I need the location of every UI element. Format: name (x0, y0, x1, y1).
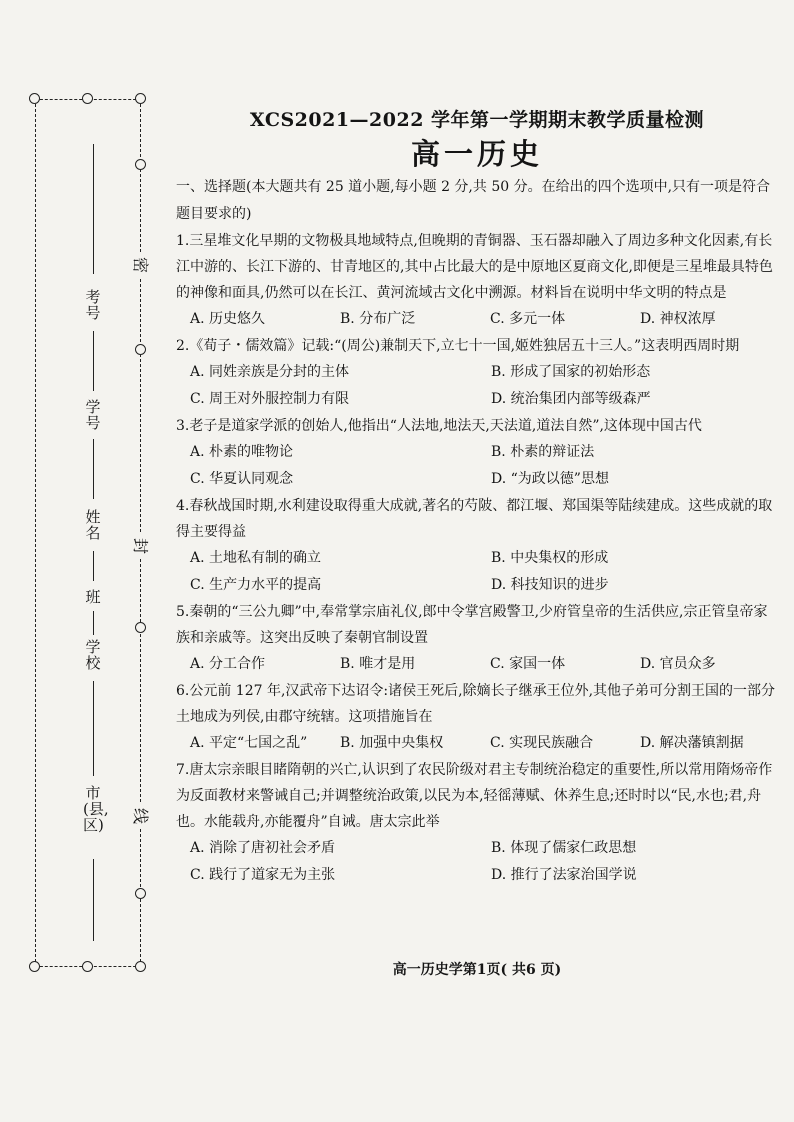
question-number: 4. (176, 498, 190, 514)
option-d[interactable]: D. 科技知识的进步 (491, 577, 609, 593)
question-text: 公元前 127 年,汉武帝下达诏令:诸侯王死后,除嫡长子继承王位外,其他子弟可分割王国的一部分土地成为列侯,由郡守统辖。这项措施旨在 (176, 683, 776, 725)
question-text: 秦朝的“三公九卿”中,奉常掌宗庙礼仪,郎中令掌宫殿警卫,少府管皇帝的生活供应,宗正管皇帝家族和亲戚等。这突出反映了秦朝官制设置 (176, 604, 768, 646)
seal-char-feng: 封 (129, 534, 151, 558)
option-d[interactable]: D. 统治集团内部等级森严 (491, 391, 651, 407)
binding-hole (29, 93, 40, 104)
exam-content (176, 107, 778, 889)
student-id-line-2 (93, 439, 94, 499)
question-list (176, 228, 778, 889)
option-b[interactable]: B. 唯才是用 (340, 656, 416, 672)
question-number: 1. (176, 233, 190, 249)
option-group (176, 306, 778, 333)
subject-title: 高一历史 (410, 137, 543, 171)
question-stem (176, 599, 778, 651)
option-group (176, 730, 778, 757)
binding-hole (135, 961, 146, 972)
option-b[interactable]: B. 加强中央集权 (340, 735, 444, 751)
question-item (176, 228, 778, 333)
option-a[interactable]: A. 分工合作 (190, 656, 266, 672)
student-id-label: 学号 (85, 398, 101, 432)
option-a[interactable]: A. 历史悠久 (190, 311, 266, 327)
exam-title: XCS2021—2022 学年第一学期期末教学质量检测 (249, 109, 705, 131)
binding-strip (35, 99, 150, 967)
question-stem (176, 228, 778, 306)
option-group (176, 835, 778, 889)
section-header: 一、选择题(本大题共有 25 道小题,每小题 2 分,共 50 分。在给出的四个选项中,只有一项是符合题目要求的) (176, 179, 771, 222)
option-d[interactable]: D. 神权浓厚 (640, 311, 716, 327)
option-c[interactable]: C. 多元一体 (490, 311, 566, 327)
binding-hole (135, 622, 146, 633)
school-line (93, 681, 94, 776)
question-text: 春秋战国时期,水利建设取得重大成就,著名的芍陂、都江堰、郑国渠等陆续建成。这些成就的取得主要得益 (176, 498, 773, 540)
binding-hole (135, 93, 146, 104)
question-text: 唐太宗亲眼目睹隋朝的兴亡,认识到了农民阶级对君主专制统治稳定的重要性,所以常用隋炀帝作为反面教材来警诫自己;并调整统治政策,以民为本,轻徭薄赋、休养生息;还时时以“民,水也;君,舟也。水能载舟,亦能覆舟”自诫。唐太宗此举 (176, 762, 773, 830)
question-number: 6. (176, 683, 190, 699)
option-b[interactable]: B. 朴素的辩证法 (491, 444, 595, 460)
question-item (176, 333, 778, 413)
option-c[interactable]: C. 践行了道家无为主张 (190, 867, 336, 883)
question-item (176, 599, 778, 678)
option-b[interactable]: B. 中央集权的形成 (491, 550, 609, 566)
binding-hole (135, 159, 146, 170)
question-stem (176, 493, 778, 545)
question-number: 2. (176, 338, 190, 354)
option-a[interactable]: A. 平定“七国之乱” (190, 735, 308, 751)
question-text: 三星堆文化早期的文物极具地域特点,但晚期的青铜器、玉石器却融入了周边多种文化因素,有长江中游的、长江下游的、甘青地区的,其中占比最大的是中原地区夏商文化,即便是三星堆最具特色的神像和面具,仍然可以在长江、黄河流域古文化中溯源。材料旨在说明中华文明的特点是 (176, 233, 773, 301)
question-item (176, 678, 778, 757)
question-text: 《荀子・儒效篇》记载:“(周公)兼制天下,立七十一国,姬姓独居五十三人。”这表明西周时期 (189, 338, 740, 354)
question-stem (176, 333, 778, 359)
question-number: 7. (176, 762, 190, 778)
option-a[interactable]: A. 同姓亲族是分封的主体 (190, 364, 350, 380)
option-c[interactable]: C. 家国一体 (490, 656, 566, 672)
option-a[interactable]: A. 土地私有制的确立 (190, 550, 322, 566)
option-c[interactable]: C. 实现民族融合 (490, 735, 594, 751)
option-b[interactable]: B. 形成了国家的初始形态 (491, 364, 651, 380)
question-item (176, 413, 778, 493)
option-c[interactable]: C. 周王对外服控制力有限 (190, 391, 350, 407)
school-label: 学校 (85, 638, 101, 672)
seal-char-mi: 密 (129, 253, 151, 277)
question-stem (176, 757, 778, 835)
question-stem (176, 678, 778, 730)
option-d[interactable]: D. “为政以德”思想 (491, 471, 609, 487)
option-group (176, 545, 778, 599)
binding-hole (29, 961, 40, 972)
option-d[interactable]: D. 解决藩镇割据 (640, 735, 744, 751)
option-group (176, 359, 778, 413)
student-id-line (93, 371, 94, 391)
city-line (93, 859, 94, 941)
question-text: 老子是道家学派的创始人,他指出“人法地,地法天,天法道,道法自然”,这体现中国古代 (189, 418, 702, 434)
option-d[interactable]: D. 官员众多 (640, 656, 716, 672)
binding-hole (82, 961, 93, 972)
option-a[interactable]: A. 消除了唐初社会矛盾 (190, 840, 336, 856)
question-item (176, 493, 778, 599)
class-label: 班 (85, 588, 101, 606)
exam-no-line (93, 144, 94, 274)
exam-no-label: 考号 (85, 288, 101, 322)
binding-hole (82, 93, 93, 104)
name-line (93, 551, 94, 581)
city-label: 市(县,区) (83, 784, 109, 834)
question-number: 3. (176, 418, 190, 434)
question-item (176, 757, 778, 889)
seal-char-xian: 线 (129, 804, 151, 828)
binding-hole (135, 344, 146, 355)
option-group (176, 651, 778, 678)
exam-no-line-2 (93, 331, 94, 371)
option-c[interactable]: C. 生产力水平的提高 (190, 577, 322, 593)
option-b[interactable]: B. 体现了儒家仁政思想 (491, 840, 637, 856)
question-number: 5. (176, 604, 190, 620)
class-line (93, 611, 94, 635)
option-a[interactable]: A. 朴素的唯物论 (190, 444, 294, 460)
question-stem (176, 413, 778, 439)
option-c[interactable]: C. 华夏认同观念 (190, 471, 294, 487)
option-group (176, 439, 778, 493)
name-label: 姓名 (85, 508, 101, 542)
option-d[interactable]: D. 推行了法家治国学说 (491, 867, 637, 883)
option-b[interactable]: B. 分布广泛 (340, 311, 416, 327)
page-footer: 高一历史学第1页( 共6 页) (392, 962, 562, 978)
binding-hole (135, 888, 146, 899)
